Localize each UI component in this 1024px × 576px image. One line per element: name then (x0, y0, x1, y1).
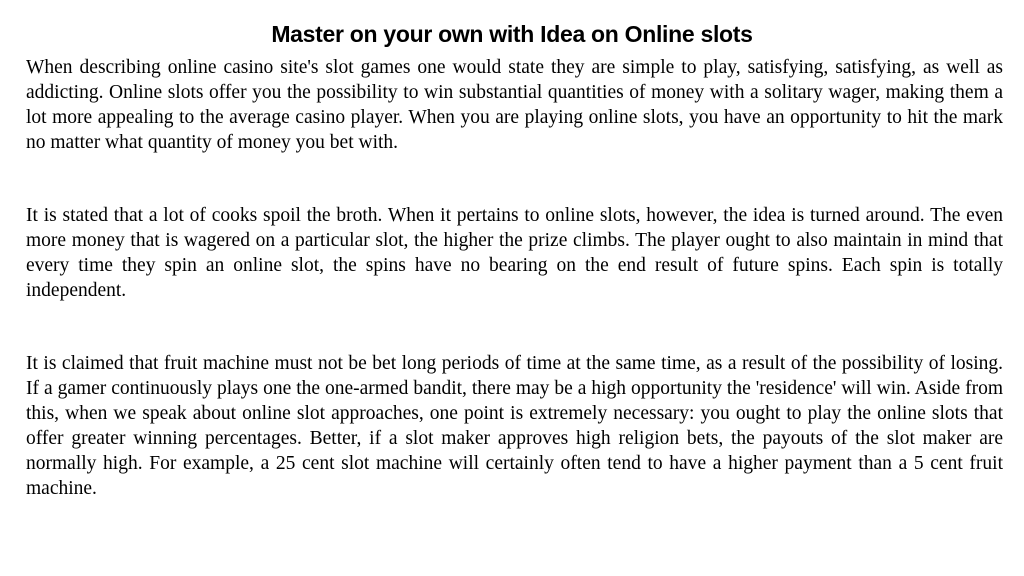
paragraph-3: It is claimed that fruit machine must not be bet long periods of time at the same time, as a result of the possibility of losing. If a gamer continuously plays one the one-armed bandit, there may be a high opportunity the 'residence' will win. Aside from this, when we speak about online slot approaches, one point is extremely necessary: you ought to play the online slots that offer greater winning percentages. Better, if a slot maker approves high religion bets, the payouts of the slot maker are normally high. For example, a 25 cent slot machine will certainly often tend to have a higher payment than a 5 cent fruit machine. (26, 353, 1003, 499)
article-body (26, 55, 1003, 501)
paragraph-2: It is stated that a lot of cooks spoil the broth. When it pertains to online slots, however, the idea is turned around. The even more money that is wagered on a particular slot, the higher the prize climbs. The player ought to also maintain in mind that every time they spin an online slot, the spins have no bearing on the end result of future spins. Each spin is totally independent. (26, 205, 1003, 301)
paragraph-1: When describing online casino site's slot games one would state they are simple to play, satisfying, satisfying, as well as addicting. Online slots offer you the possibility to win substantial quantities of money with a solitary wager, making them a lot more appealing to the average casino player. When you are playing online slots, you have an opportunity to hit the mark no matter what quantity of money you bet with. (26, 57, 1003, 153)
page-title: Master on your own with Idea on Online slots (271, 21, 753, 48)
